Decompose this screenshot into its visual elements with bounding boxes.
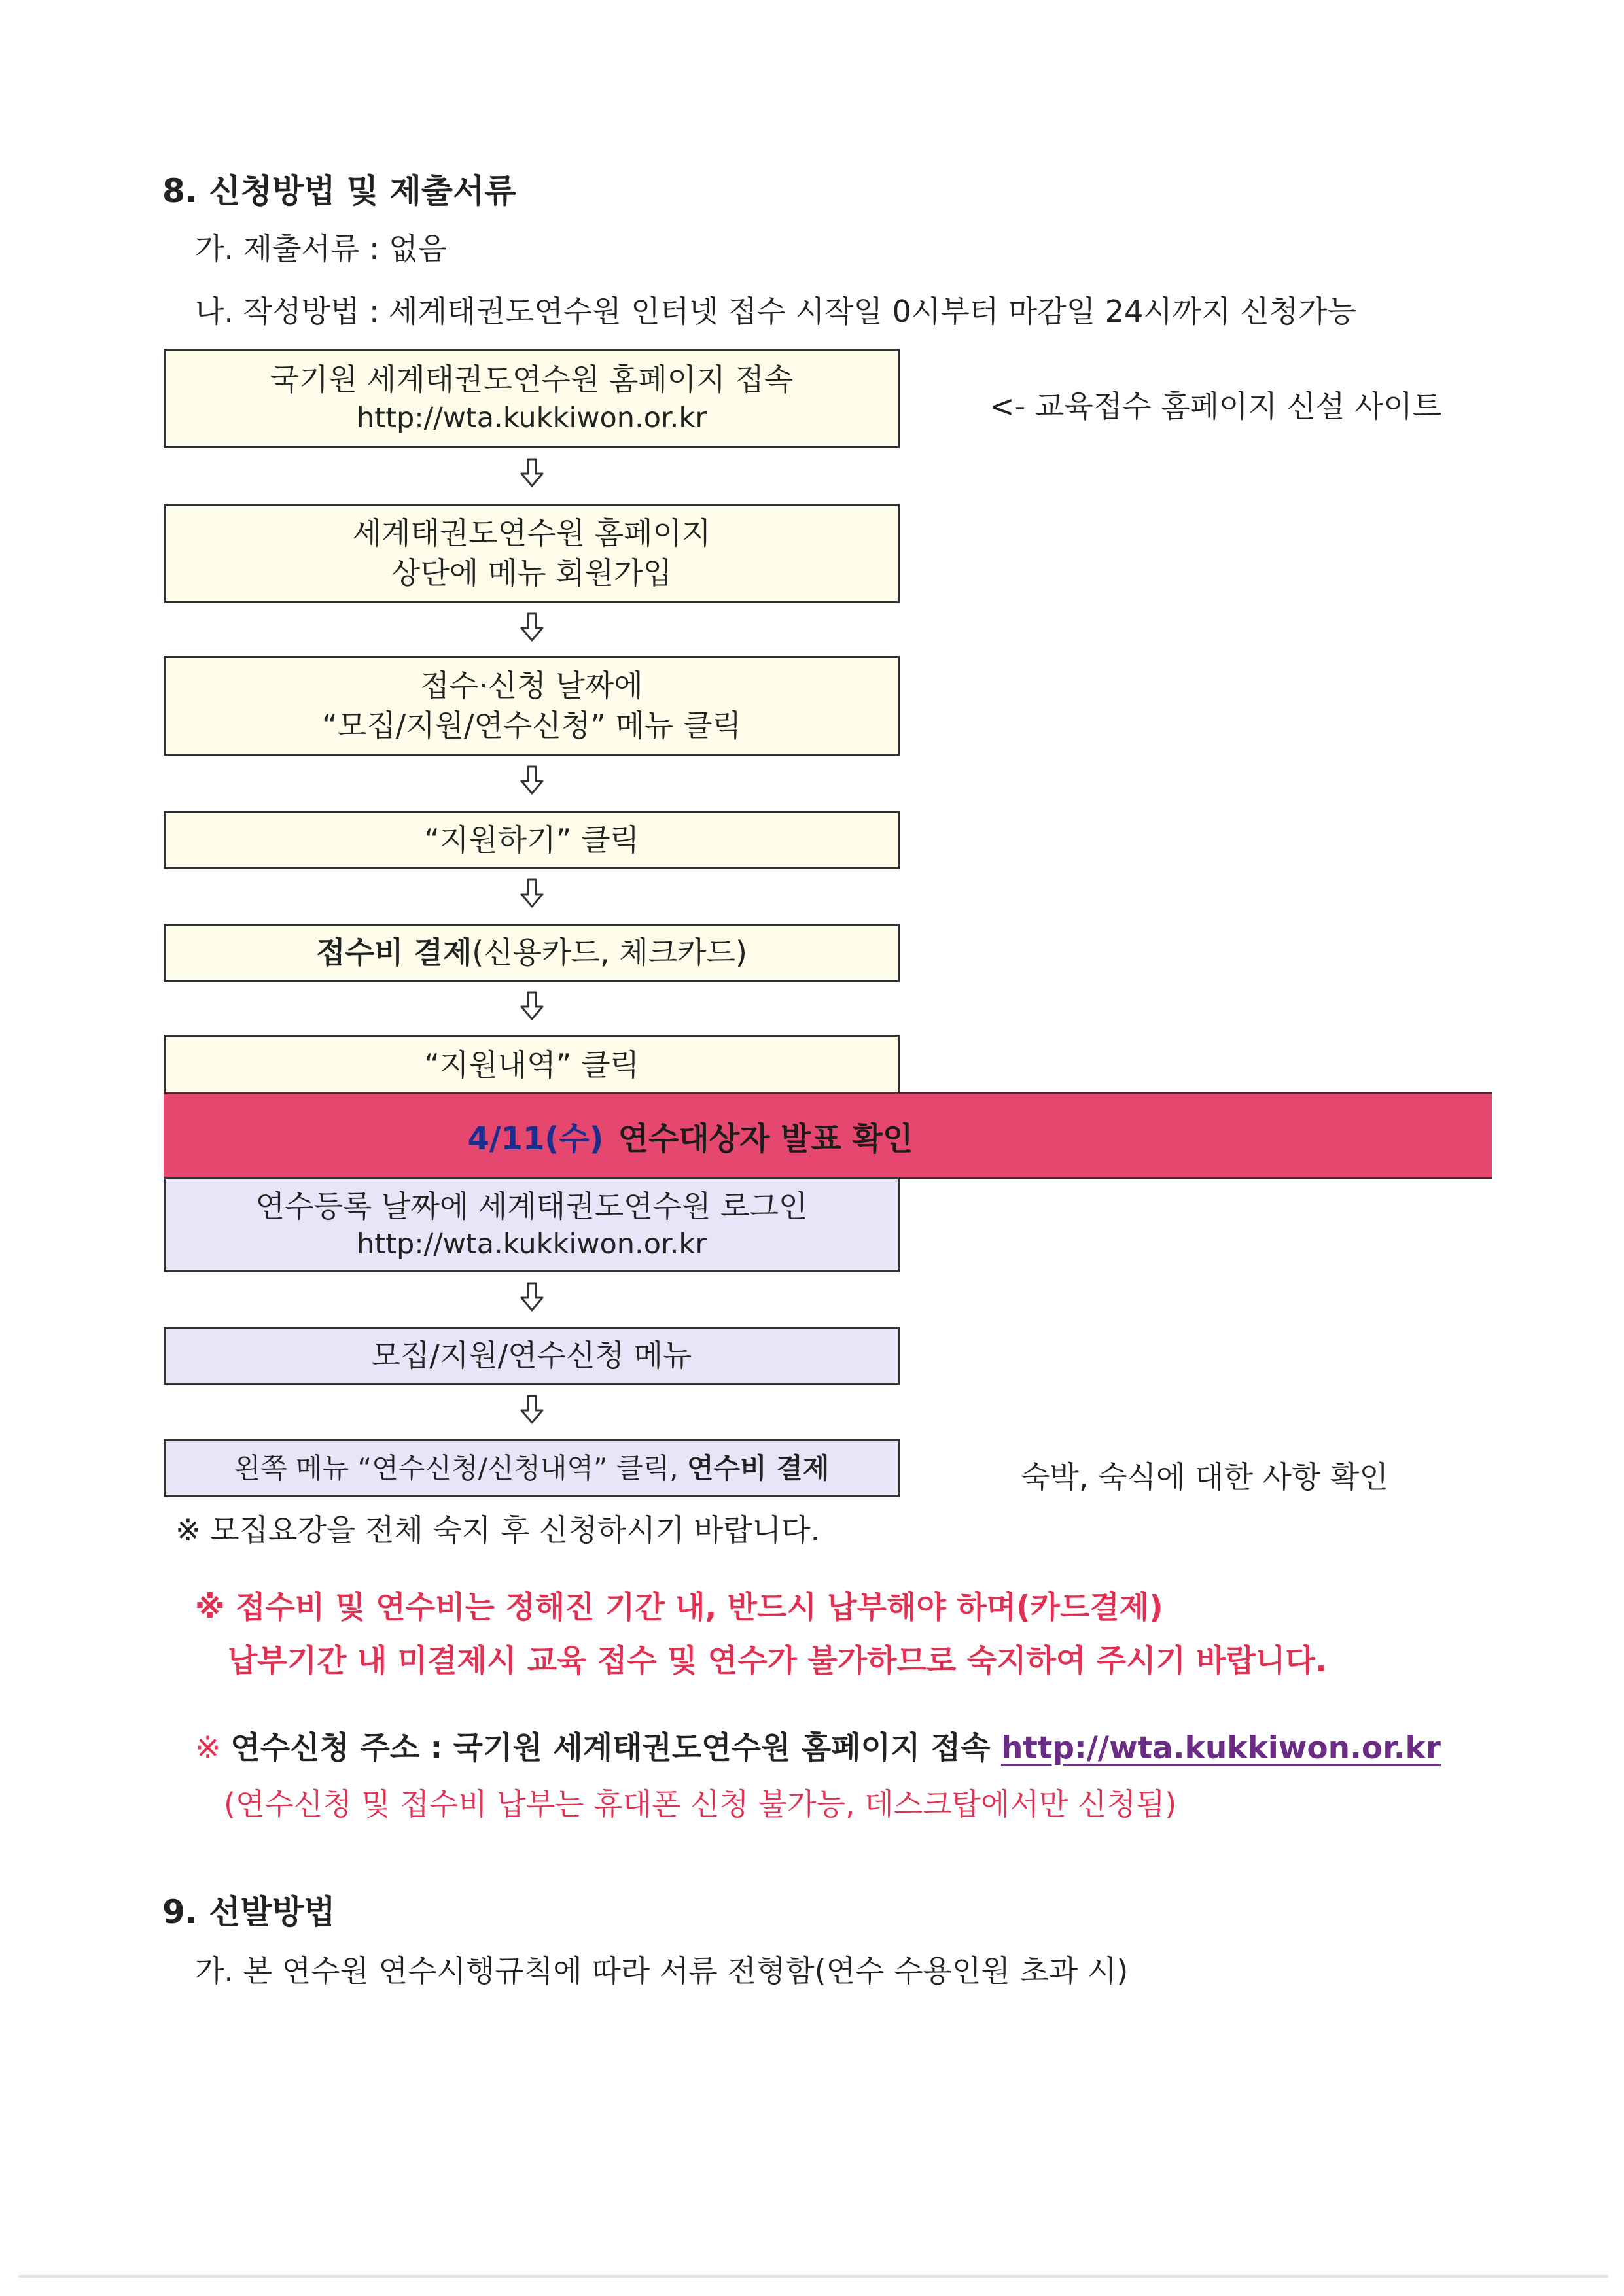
step2-line1: 세계태권도연수원 홈페이지 bbox=[352, 515, 711, 551]
step7-url[interactable]: http://wta.kukkiwon.or.kr bbox=[356, 1228, 707, 1261]
step9-note: 숙박, 숙식에 대한 사항 확인 bbox=[1021, 1459, 1388, 1495]
notice-read-guidelines: ※ 모집요강을 전체 숙지 후 신청하시기 바랍니다. bbox=[175, 1512, 821, 1548]
step6-text: “지원내역” 클릭 bbox=[424, 1047, 639, 1083]
announcement-banner bbox=[164, 1092, 1492, 1179]
flow-step-application-history bbox=[164, 1035, 900, 1095]
arrow-down-icon bbox=[519, 765, 545, 795]
flow-step-training-menu bbox=[164, 1327, 900, 1385]
flow-step-recruit-menu bbox=[164, 656, 900, 756]
warning-line-2: 납부기간 내 미결제시 교육 접수 및 연수가 불가하므로 숙지하여 주시기 바랍니다. bbox=[228, 1643, 1327, 1679]
step9-text bbox=[234, 1450, 830, 1486]
step1-note: <- 교육접수 홈페이지 신설 사이트 bbox=[989, 389, 1442, 424]
flow-step-homepage-access bbox=[164, 349, 900, 448]
address-link[interactable]: http://wta.kukkiwon.or.kr bbox=[1000, 1730, 1441, 1766]
submission-docs-line: 가. 제출서류 : 없음 bbox=[195, 231, 448, 266]
step4-text: “지원하기” 클릭 bbox=[424, 822, 639, 858]
address-mark: ※ bbox=[195, 1730, 221, 1766]
flow-step-signup bbox=[164, 504, 900, 603]
step3-line1: 접수·신청 날짜에 bbox=[420, 668, 643, 704]
banner-date: 4/11(수) bbox=[467, 1120, 604, 1157]
arrow-down-icon bbox=[519, 458, 545, 488]
arrow-down-icon bbox=[519, 991, 545, 1021]
arrow-down-icon bbox=[519, 878, 545, 909]
selection-method-line: 가. 본 연수원 연수시행규칙에 따라 서류 전형함(연수 수용인원 초과 시) bbox=[195, 1953, 1129, 1989]
arrow-down-icon bbox=[519, 1395, 545, 1425]
step3-line2: “모집/지원/연수신청” 메뉴 클릭 bbox=[321, 708, 742, 743]
application-method-line: 나. 작성방법 : 세계태권도연수원 인터넷 접수 시작일 0시부터 마감일 24시까지 신청가능 bbox=[195, 294, 1356, 329]
flow-step-apply-click bbox=[164, 811, 900, 869]
step9-rest: 왼쪽 메뉴 “연수신청/신청내역” 클릭, bbox=[234, 1452, 687, 1484]
step9-bold: 연수비 결제 bbox=[686, 1452, 830, 1484]
warning-line-1: ※ 접수비 및 연수비는 정해진 기간 내, 반드시 납부해야 하며(카드결제) bbox=[195, 1590, 1163, 1626]
section-8-heading: 8. 신청방법 및 제출서류 bbox=[162, 172, 516, 210]
application-address bbox=[195, 1724, 1441, 1767]
step5-bold: 접수비 결제 bbox=[316, 935, 472, 971]
step8-text: 모집/지원/연수신청 메뉴 bbox=[371, 1338, 692, 1374]
step7-text: 연수등록 날짜에 세계태권도연수원 로그인 bbox=[255, 1188, 808, 1224]
page-bottom-rule bbox=[18, 2275, 1608, 2278]
address-subnote: (연수신청 및 접수비 납부는 휴대폰 신청 불가능, 데스크탑에서만 신청됨) bbox=[224, 1786, 1177, 1822]
step1-text: 국기원 세계태권도연수원 홈페이지 접속 bbox=[270, 362, 794, 398]
section-9-heading: 9. 선발방법 bbox=[162, 1893, 336, 1931]
arrow-down-icon bbox=[519, 612, 545, 642]
step1-url[interactable]: http://wta.kukkiwon.or.kr bbox=[356, 401, 707, 434]
flow-step-training-fee bbox=[164, 1439, 900, 1497]
step5-text bbox=[316, 933, 747, 973]
arrow-down-icon bbox=[519, 1282, 545, 1312]
banner-title: 연수대상자 발표 확인 bbox=[618, 1120, 913, 1157]
flow-step-login bbox=[164, 1177, 900, 1272]
flow-step-fee-payment bbox=[164, 924, 900, 982]
step2-line2: 상단에 메뉴 회원가입 bbox=[391, 555, 673, 591]
address-label: 연수신청 주소 : 국기원 세계태권도연수원 홈페이지 접속 bbox=[230, 1730, 1001, 1766]
step5-rest: (신용카드, 체크카드) bbox=[472, 935, 747, 971]
